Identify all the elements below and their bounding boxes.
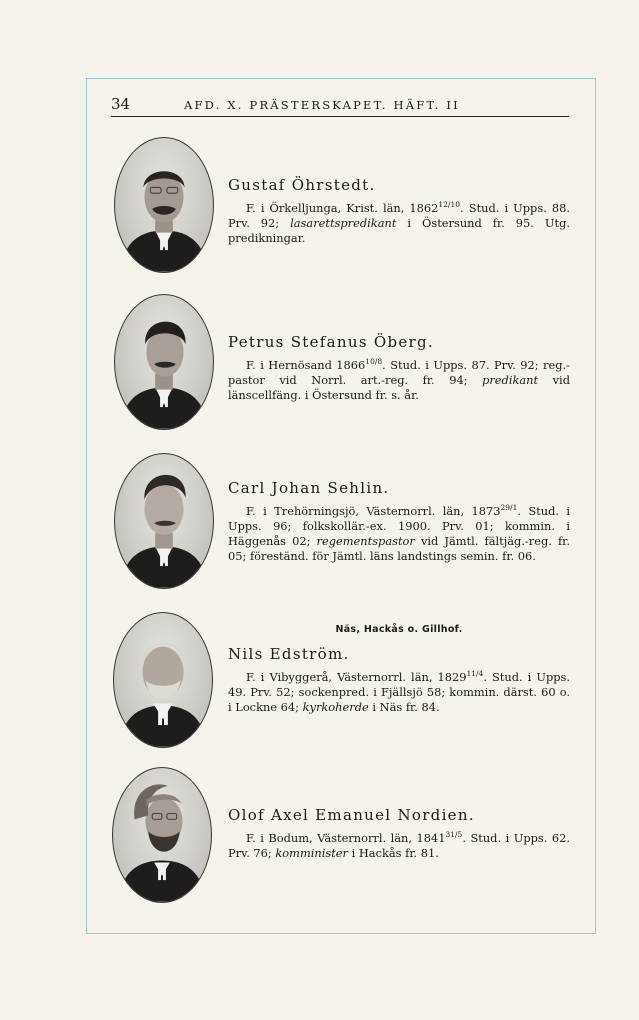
portrait-gustaf-ohrstedt — [114, 137, 214, 273]
bio-text: . Stud. i Upps. 62. Prv. 76; — [228, 831, 570, 860]
page-number: 34 — [111, 95, 131, 113]
portrait-petrus-oberg — [114, 294, 214, 430]
entry-name: Olof Axel Emanuel Nordien. — [228, 806, 475, 824]
bio-text: i Näs fr. 84. — [368, 700, 440, 714]
bio-text: . Stud. i Upps. 49. Prv. 52; sockenpred. i Fjällsjö 58; kommin. därst. 60 o. i Lockne 64; — [228, 670, 570, 714]
title-italic: predikant — [482, 373, 539, 387]
entry-bio — [228, 670, 570, 715]
bio-text: i Hackås fr. 81. — [347, 846, 439, 860]
entry-gustaf-ohrstedt — [228, 176, 570, 246]
title-italic: lasarettspredikant — [290, 216, 397, 230]
entry-petrus-oberg — [228, 333, 570, 403]
portrait-nils-edstrom — [113, 612, 213, 748]
bio-text: F. i Hernösand 1866 — [246, 358, 366, 372]
entry-bio — [228, 504, 570, 564]
section-heading: Näs, Hackås o. Gillhof. — [335, 624, 463, 635]
bio-text: . Stud. i Upps. 87. Prv. 92; reg.-pastor vid Norrl. art.-reg. fr. 94; — [228, 358, 570, 387]
running-title: AFD. X. PRÄSTERSKAPET. HÄFT. II — [184, 98, 460, 112]
entry-bio — [228, 201, 570, 246]
portrait-carl-sehlin — [114, 453, 214, 589]
bio-text: F. i Örkelljunga, Krist. län, 1862 — [246, 201, 439, 215]
page-header — [111, 96, 569, 117]
entry-bio — [228, 358, 570, 403]
birth-date: 31/5 — [445, 830, 463, 840]
birth-date: 11/4 — [466, 669, 484, 679]
bio-text: . Stud. i Upps. 96; folkskollär.-ex. 1900. Prv. 01; kommin. i Häggenås 02; — [228, 504, 571, 548]
entry-nils-edstrom — [228, 645, 570, 715]
entry-name: Petrus Stefanus Öberg. — [228, 333, 434, 351]
bio-text: vid Jämtl. fältjäg.-reg. fr. 05; föreständ. för Jämtl. läns landstings semin. fr. 06. — [228, 534, 570, 563]
bio-text: F. i Vibyggerå, Västernorrl. län, 1829 — [246, 670, 467, 684]
bio-text: F. i Bodum, Västernorrl. län, 1841 — [246, 831, 446, 845]
bio-text: vid länscellfäng. i Östersund fr. s. år. — [228, 373, 570, 402]
entry-olof-nordien — [228, 806, 570, 861]
bio-text: F. i Trehörningsjö, Västernorrl. län, 1873 — [246, 504, 501, 518]
entry-carl-sehlin — [228, 479, 570, 564]
entry-name: Nils Edström. — [228, 645, 350, 663]
birth-date: 10/8 — [365, 357, 383, 367]
title-italic: komminister — [275, 846, 348, 860]
portrait-olof-nordien — [112, 767, 212, 903]
birth-date: 29/1 — [500, 503, 518, 513]
entry-name: Carl Johan Sehlin. — [228, 479, 390, 497]
birth-date: 12/10 — [438, 200, 461, 210]
bio-text: i Östersund fr. 95. Utg. predikningar. — [228, 216, 570, 245]
title-italic: kyrkoherde — [302, 700, 369, 714]
entry-bio — [228, 831, 570, 861]
bio-text: . Stud. i Upps. 88. Prv. 92; — [228, 201, 571, 230]
entry-name: Gustaf Öhrstedt. — [228, 176, 376, 194]
title-italic: regementspastor — [316, 534, 415, 548]
